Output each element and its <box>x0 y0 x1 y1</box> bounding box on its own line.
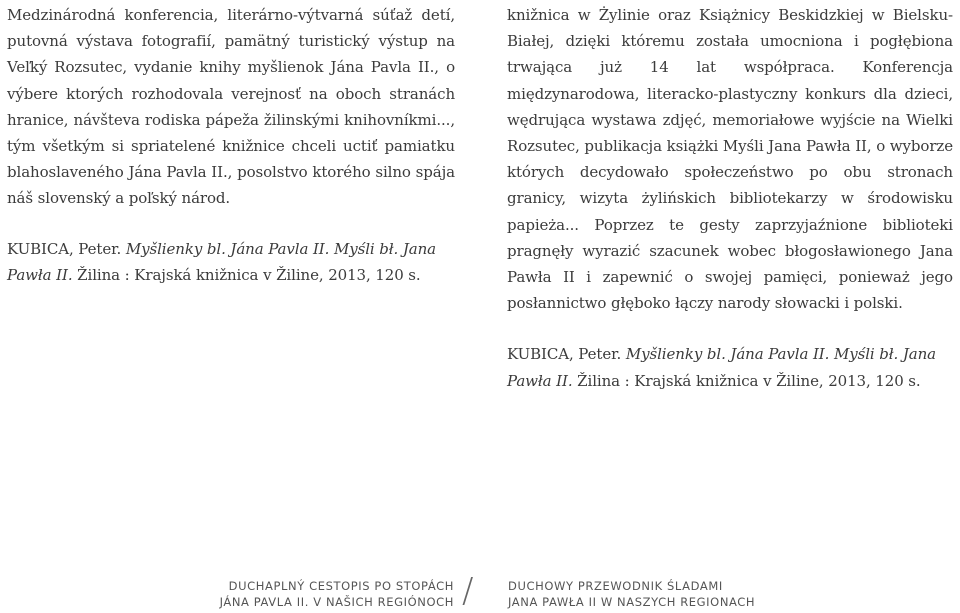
reference-publication: Žilina : Krajská knižnica v Žiline, 2013, 120 s. <box>77 265 421 284</box>
footer-polish-title <box>508 578 948 610</box>
reference-author: KUBICA, Peter. <box>507 345 622 364</box>
reference-publication: Žilina : Krajská knižnica v Žiline, 2013, 120 s. <box>577 371 921 390</box>
reference-author: KUBICA, Peter. <box>7 239 122 258</box>
polish-column <box>507 2 953 394</box>
slovak-paragraph: Medzinárodná konferencia, literárno-výtvarná súťaž detí, putovná výstava fotografií, pamätný turistický výstup na Veľký Rozsutec, vydanie knihy myšlienok Jána Pavla II., o výbere ktorých rozhodovala verejnosť na oboch stranách hranice, návšteva rodiska pápeža žilinskými knihovníkmi..., tým všetkým si spriatelené knižnice chceli uctiť pamiatku blahoslaveného Jána Pavla II., posolstvo ktorého silno spája náš slovenský a poľský národ. <box>7 6 455 208</box>
slovak-column <box>7 2 455 288</box>
footer-separator: / <box>462 571 474 611</box>
reference-title: Myšlienky bl. Jána Pavla II. Myśli bł. Jana Pawła II. <box>507 345 937 390</box>
footer-slovak-title <box>0 578 454 610</box>
footer-slovak-line-2: JÁNA PAVLA II. V NAŠICH REGIÓNOCH <box>219 595 454 609</box>
footer-polish-line-2: JANA PAWŁA II W NASZYCH REGIONACH <box>508 595 756 609</box>
reference-title: Myšlienky bl. Jána Pavla II. Myśli bł. Jana Pawła II. <box>7 239 437 284</box>
polish-paragraph: knižnica w Żylinie oraz Książnicy Beskidzkiej w Bielsku-Białej, dzięki któremu została umocniona i pogłębiona trwająca już 14 lat współpraca. Konferencja międzynarodowa, literacko-plastyczny konkurs dla dzieci, wędrująca wystawa zdjęć, memoriałowe wyjście na Wielki Rozsutec, publikacja książki Myśli Jana Pawła II, o wyborze których decydowało społeczeństwo po obu stronach granicy, wizyta żylińskich bibliotekarzy w środowisku papieża... Poprzez te gesty zaprzyjaźnione biblioteki pragnęły wyrazić szacunek wobec błogosławionego Jana Pawła II i zapewnić o swojej pamięci, ponieważ jego posłannictwo głęboko łączy narody słowacki i polski. <box>507 6 953 313</box>
footer-slovak-line-1: DUCHAPLNÝ CESTOPIS PO STOPÁCH <box>228 579 454 593</box>
polish-book-reference <box>507 341 953 393</box>
footer-polish-line-1: DUCHOWY PRZEWODNIK ŚLADAMI <box>508 579 723 593</box>
slovak-book-reference <box>7 236 455 288</box>
